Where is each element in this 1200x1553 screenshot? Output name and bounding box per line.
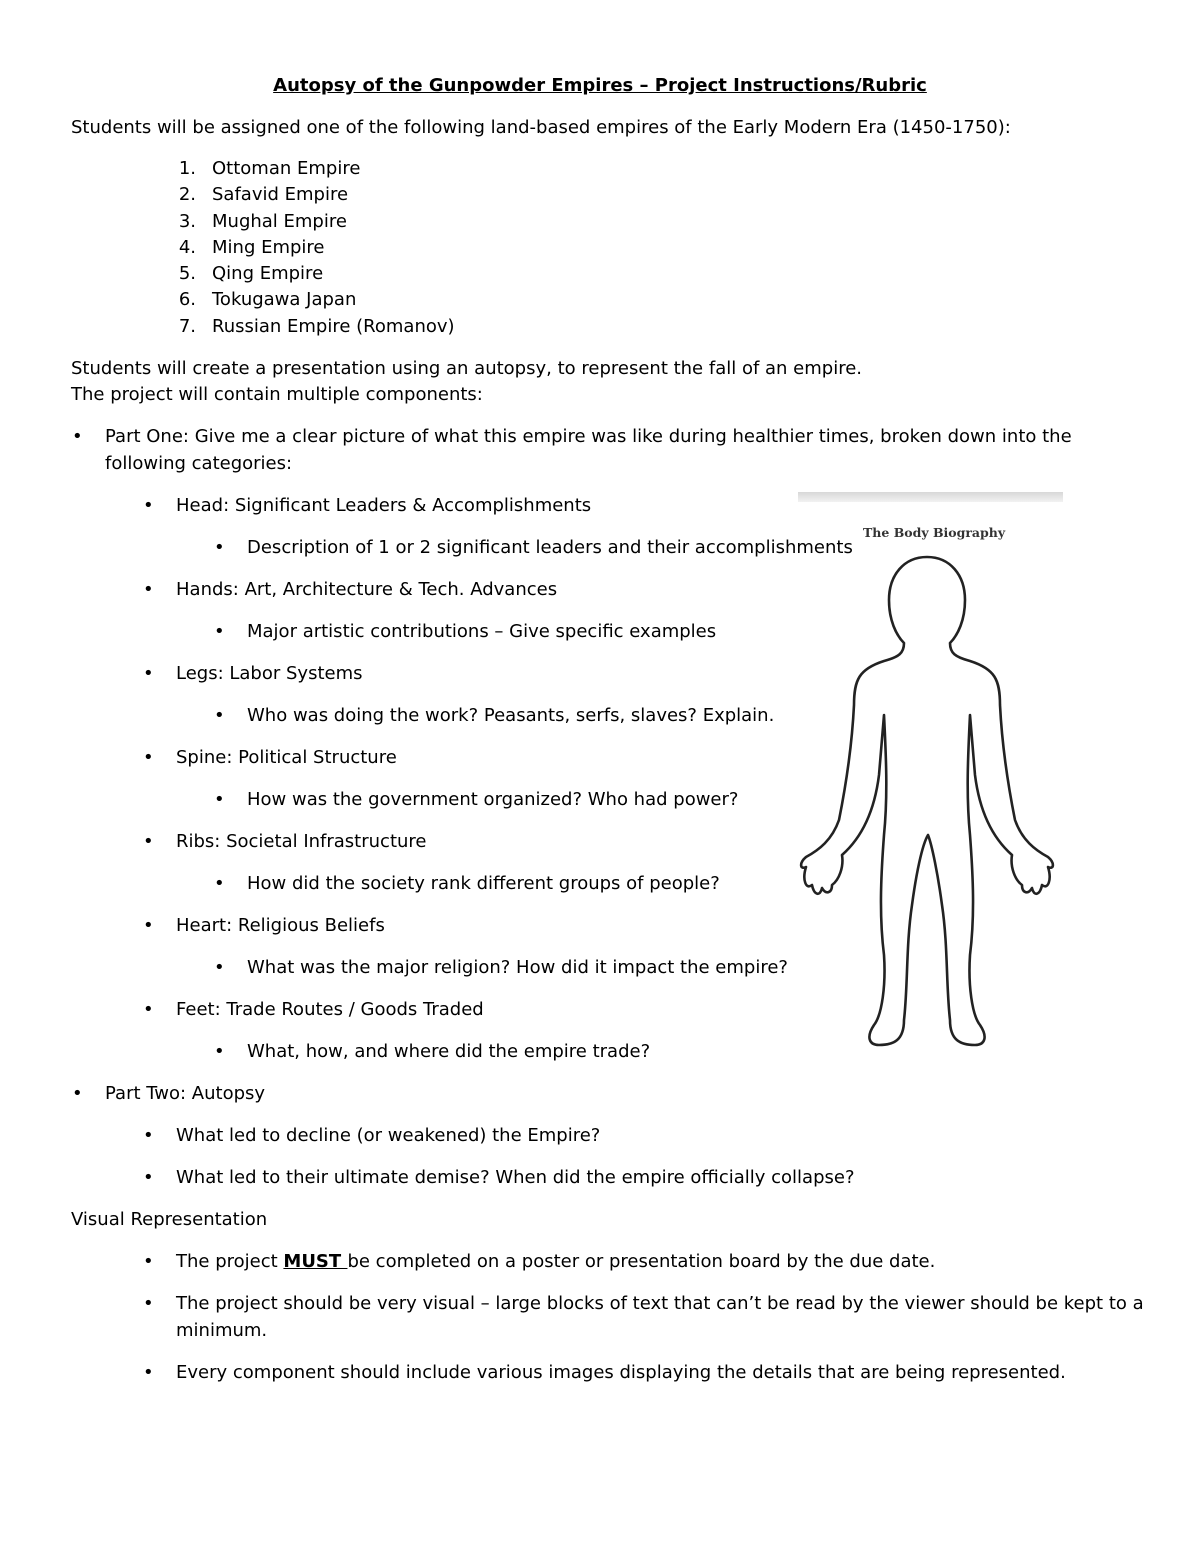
category-feet: Feet: Trade Routes / Goods Traded (176, 999, 484, 1020)
part-two-label: Part Two: Autopsy (105, 1083, 266, 1104)
visual-item-1 (176, 1250, 935, 1274)
category-detail: Description of 1 or 2 significant leaders and their accomplishments (247, 537, 853, 558)
bullet: • (143, 915, 154, 936)
bullet: • (143, 747, 154, 768)
visual-item-3: Every component should include various images displaying the details that are being represented. (176, 1362, 1066, 1383)
document-title: Autopsy of the Gunpowder Empires – Project Instructions/Rubric (273, 75, 927, 96)
list-number: 6. (178, 289, 196, 310)
bullet: • (143, 579, 154, 600)
category-head: Head: Significant Leaders & Accomplishments (176, 495, 592, 516)
list-item: Tokugawa Japan (212, 289, 357, 310)
bullet: • (214, 537, 225, 558)
category-ribs: Ribs: Societal Infrastructure (176, 831, 427, 852)
part-one-text-cont: following categories: (105, 453, 293, 474)
bullet: • (214, 1041, 225, 1062)
category-detail: Who was doing the work? Peasants, serfs, slaves? Explain. (247, 705, 775, 726)
category-hands: Hands: Art, Architecture & Tech. Advances (176, 579, 558, 600)
bullet: • (72, 426, 83, 447)
list-number: 4. (178, 237, 196, 258)
bullet: • (214, 873, 225, 894)
visual-heading: Visual Representation (71, 1209, 268, 1230)
category-detail: How did the society rank different groups of people? (247, 873, 720, 894)
list-item: Ottoman Empire (212, 158, 361, 179)
list-number: 5. (178, 263, 196, 284)
list-item: Mughal Empire (212, 211, 347, 232)
category-spine: Spine: Political Structure (176, 747, 397, 768)
list-number: 7. (178, 316, 196, 337)
bullet: • (143, 831, 154, 852)
bullet: • (214, 621, 225, 642)
visual-item-2: The project should be very visual – large blocks of text that can’t be read by the viewer should be kept to a (176, 1293, 1144, 1314)
bullet: • (214, 705, 225, 726)
list-item: Ming Empire (212, 237, 325, 258)
bullet: • (143, 1293, 154, 1314)
visual-item-1-post: be completed on a poster or presentation board by the due date. (347, 1251, 936, 1272)
part-two-item: What led to decline (or weakened) the Empire? (176, 1125, 601, 1146)
bullet: • (143, 999, 154, 1020)
body-biography-figure (790, 490, 1065, 1055)
category-heart: Heart: Religious Beliefs (176, 915, 385, 936)
category-detail: What, how, and where did the empire trade? (247, 1041, 651, 1062)
bullet: • (143, 1125, 154, 1146)
part-two-item: What led to their ultimate demise? When did the empire officially collapse? (176, 1167, 855, 1188)
list-item: Russian Empire (Romanov) (212, 316, 455, 337)
bullet: • (72, 1083, 83, 1104)
visual-item-1-pre: The project (176, 1251, 284, 1272)
figure-title: The Body Biography (863, 525, 1006, 540)
list-item: Qing Empire (212, 263, 324, 284)
list-item: Safavid Empire (212, 184, 349, 205)
bullet: • (143, 1251, 154, 1272)
visual-item-2-cont: minimum. (176, 1320, 268, 1341)
list-number: 1. (178, 158, 196, 179)
components-text: The project will contain multiple components: (71, 384, 483, 405)
category-detail: Major artistic contributions – Give specific examples (247, 621, 717, 642)
bullet: • (214, 789, 225, 810)
bullet: • (143, 1167, 154, 1188)
list-number: 3. (178, 211, 196, 232)
part-one-text: Part One: Give me a clear picture of what this empire was like during healthier times, broken down into the (105, 426, 1072, 447)
category-detail: What was the major religion? How did it impact the empire? (247, 957, 788, 978)
figure-top-border (798, 492, 1063, 502)
bullet: • (143, 1362, 154, 1383)
intro-text: Students will be assigned one of the following land-based empires of the Early Modern Era (1450-1750): (71, 117, 1011, 138)
category-legs: Legs: Labor Systems (176, 663, 363, 684)
bullet: • (214, 957, 225, 978)
human-body-outline-icon (790, 545, 1065, 1055)
list-number: 2. (178, 184, 196, 205)
bullet: • (143, 495, 154, 516)
category-detail: How was the government organized? Who had power? (247, 789, 739, 810)
presentation-text: Students will create a presentation using an autopsy, to represent the fall of an empire. (71, 358, 863, 379)
must-emphasis: MUST (283, 1251, 348, 1272)
bullet: • (143, 663, 154, 684)
